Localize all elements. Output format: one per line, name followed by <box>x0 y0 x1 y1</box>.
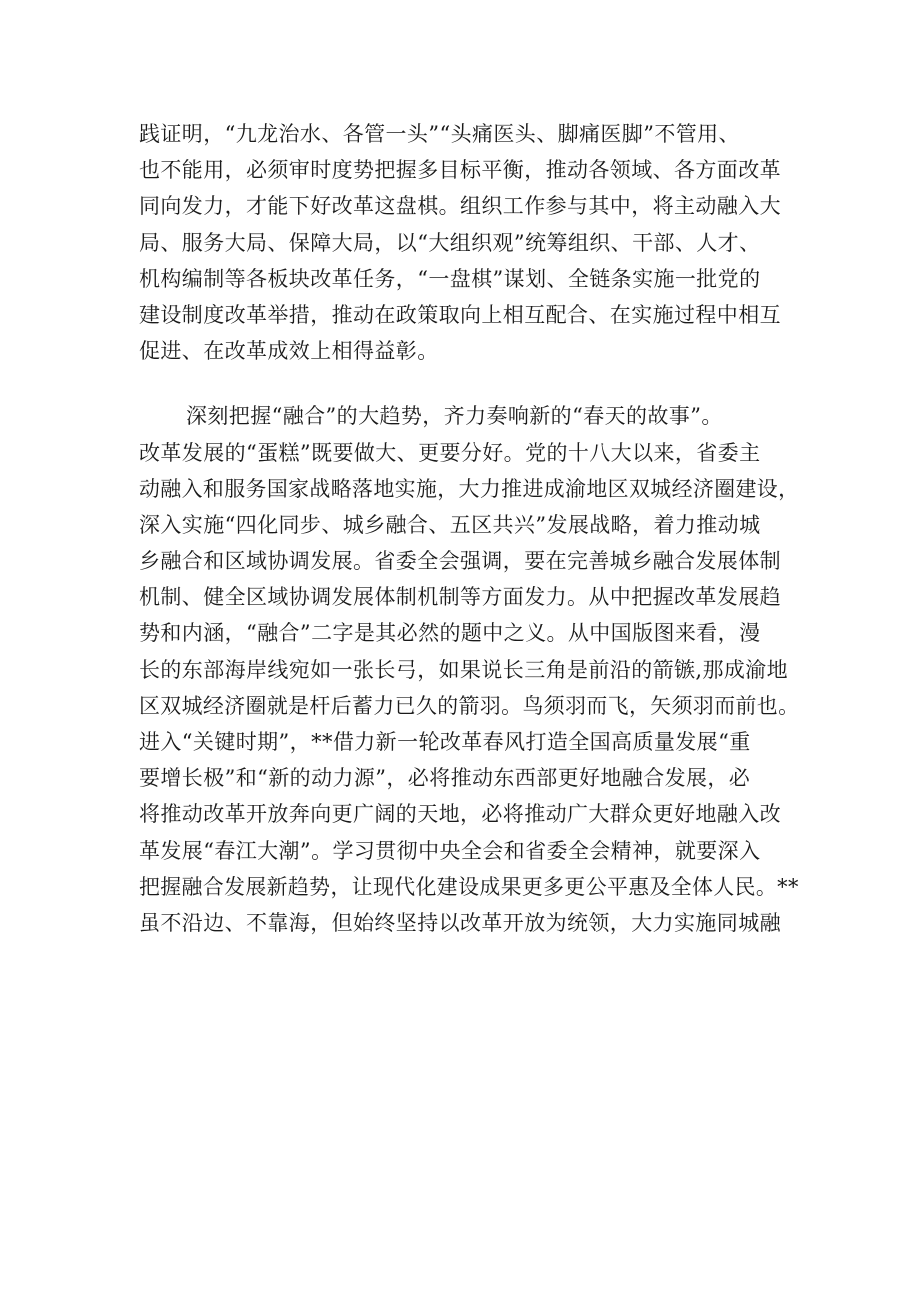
text-line: 革发展“春江大潮”。学习贯彻中央全会和省委全会精神，就要深入 <box>139 838 761 863</box>
text-line: 深入实施“四化同步、城乡融合、五区共兴”发展战略，着力推动城 <box>139 512 761 537</box>
text-line: 长的东部海岸线宛如一张长弓，如果说长三角是前沿的箭镞,那成渝地 <box>139 657 789 682</box>
text-line: 区双城经济圈就是杆后蓄力已久的箭羽。鸟须羽而飞，矢须羽而前也。 <box>139 693 800 718</box>
text-line: 改革发展的“蛋糕”既要做大、更要分好。党的十八大以来，省委主 <box>139 440 761 465</box>
text-line-first-indented: 深刻把握“融合”的大趋势，齐力奏响新的“春天的故事”。 <box>186 404 723 429</box>
text-line: 机制、健全区域协调发展体制机制等方面发力。从中把握改革发展趋 <box>139 585 781 610</box>
paragraph-2 <box>139 398 799 941</box>
text-line: 把握融合发展新趋势，让现代化建设成果更多更公平惠及全体人民。** <box>139 874 799 899</box>
text-line: 动融入和服务国家战略落地实施，大力推进成渝地区双城经济圈建设， <box>139 476 800 501</box>
document-body <box>139 116 799 941</box>
text-line: 局、服务大局、保障大局，以“大组织观”统筹组织、干部、人才、 <box>139 230 761 255</box>
text-line: 促进、在改革成效上相得益彰。 <box>139 339 439 364</box>
text-line: 乡融合和区域协调发展。省委全会强调，要在完善城乡融合发展体制 <box>139 549 781 574</box>
text-line: 机构编制等各板块改革任务，“一盘棋”谋划、全链条实施一批党的 <box>139 266 761 291</box>
paragraph-spacer <box>139 369 799 398</box>
text-line: 虽不沿边、不靠海，但始终坚持以改革开放为统领，大力实施同城融 <box>139 910 781 935</box>
paragraph-1 <box>139 116 799 369</box>
text-line: 同向发力，才能下好改革这盘棋。组织工作参与其中，将主动融入大 <box>139 194 781 219</box>
text-line: 践证明，“九龙治水、各管一头”“头痛医头、脚痛医脚”不管用、 <box>139 122 740 146</box>
text-line: 势和内涵，“融合”二字是其必然的题中之义。从中国版图来看，漫 <box>139 621 761 646</box>
text-line: 也不能用，必须审时度势把握多目标平衡，推动各领域、各方面改革 <box>139 158 781 183</box>
text-line: 建设制度改革举措，推动在政策取向上相互配合、在实施过程中相互 <box>139 302 781 327</box>
text-line: 要增长极”和“新的动力源”，必将推动东西部更好地融合发展，必 <box>139 766 751 791</box>
text-line: 进入“关键时期”，**借力新一轮改革春风打造全国高质量发展“重 <box>139 730 751 754</box>
text-line: 将推动改革开放奔向更广阔的天地，必将推动广大群众更好地融入改 <box>139 802 781 827</box>
